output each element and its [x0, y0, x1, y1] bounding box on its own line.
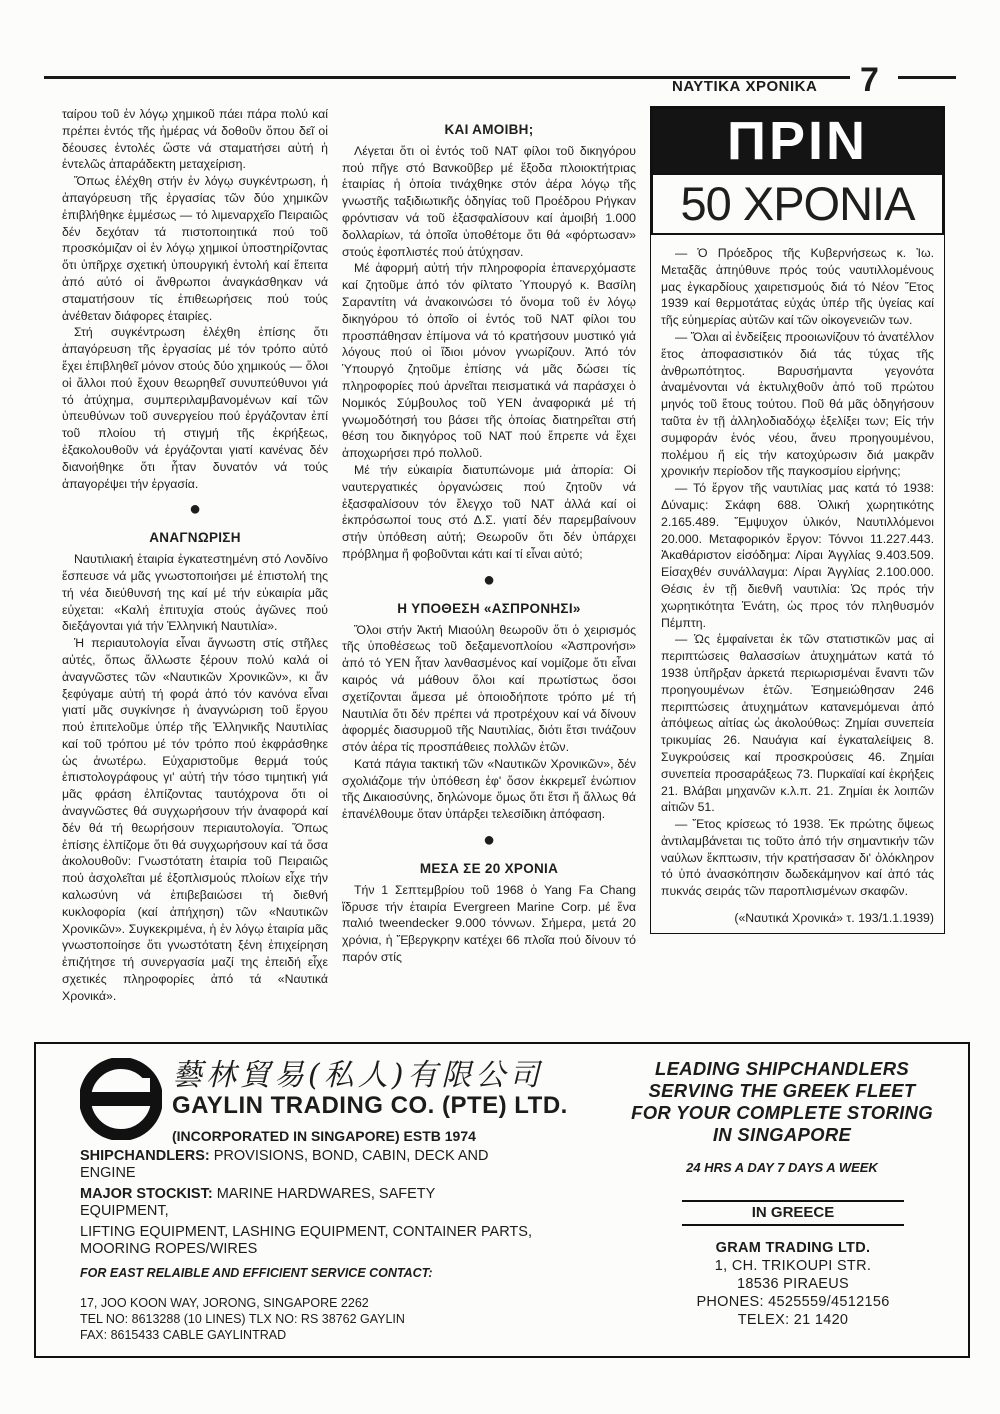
contact-line: FOR EAST RELAIBLE AND EFFICIENT SERVICE CONTACT:: [80, 1266, 433, 1280]
greek-company: GRAM TRADING LTD.: [715, 1240, 871, 1256]
source-citation: («Ναυτικά Χρονικά» τ. 193/1.1.1939): [734, 911, 934, 926]
banner-top: ΠΡΙΝ: [653, 109, 942, 173]
stockist-text-2: LIFTING EQUIPMENT, LASHING EQUIPMENT, CONTAINER PARTS, MOORING ROPES/WIRES: [80, 1224, 532, 1257]
column-2: [342, 122, 636, 966]
paragraph: — Ἔτος κρίσεως τό 1938. Ἐκ πρώτης ὄψεως ἀντιλαμβάνεται τις τοῦτο ἀπό τήν σημαντικήν τῶν ναύλων ἔκπτωσιν, τήν κρατήσασαν δι' ὁλόκληρον τό ὑπό ἀνασκόπησιν δωδεκάμηνον καί ἀπό τάς πυκνάς σειράς τῶν παροπλισμένων σκαφῶν.: [661, 817, 934, 899]
bullet-separator: ●: [188, 498, 202, 521]
slogan-line: LEADING SHIPCHANDLERS: [654, 1058, 909, 1079]
column-1: [62, 106, 328, 1005]
paragraph: Ἡ περιαυτολογία εἶναι ἄγνωστη στίς στῆλες αὐτές, ὅπως ἄλλωστε ξέρουν πολύ καλά οἱ ἀναγνῶστες τῶν «Ναυτικῶν Χρονικῶν», κι ἄν ξεφύγαμε αὐτή τή φορά ἀπό τόν κανόνα εἶναι γιατί μᾶς συγκίνησε ἡ ἀναγνώριση τοῦ ἔργου πού ἐπιτελοῦμε ὑπέρ τῆς Ἑλληνικῆς Ναυτιλίας καί τοῦ τρόπου μέ τόν τρόπο πού ἐκφράσθηκε ὡς ἀνωτέρω. Εὐχαριστοῦμε θερμά τούς ἐπιστολογράφους γι' αὐτή τήν τόσο τιμητική γιά μᾶς φράση ἐλπίζοντας ταυτόχρονα ὅτι οἱ ἀναγνῶστες θά συγχωρήσουν τήν ἀναφορά καί δέν θά τή θεωρήσουν περιαυτολογία. Ὅπως ἐπίσης ἐλπίζομε ὅτι θά συγχωρήσουν καί τά ὅσα ἀκολουθοῦν: Γνωστότατη ἑταιρία τοῦ Πειραιῶς πού ἀσχολεῖται μέ ἐξοπλισμούς πλοίων εἶχε τήν καλωσύνη νά ἐπιβεβαιώσει τή διεθνή κυκλοφορία (καί ἀπήχηση) τῶν «Ναυτικῶν Χρονικῶν». Συγκεκριμένα, ἡ ἐν λόγῳ ἑταιρία μᾶς γνωστοποίησε ὅτι γνωστότατη ξένη ἐπιχείρηση ἐπιζήτησε τή συνεργασία μαζί της ἐπειδή εἶχε σχετικές πληροφορίες ἀπό τά «Ναυτικά Χρονικά».: [62, 636, 328, 1003]
shipchandlers-line: [80, 1148, 520, 1182]
service-hours: 24 HRS A DAY 7 DAYS A WEEK: [686, 1160, 878, 1175]
greek-city: 18536 PIRAEUS: [737, 1276, 849, 1292]
shipchandlers-text: PROVISIONS, BOND, CABIN, DECK AND ENGINE: [80, 1148, 489, 1181]
slogan-line: SERVING THE GREEK FLEET: [648, 1080, 916, 1101]
paragraph: Στή συγκέντρωση ἐλέχθη ἐπίσης ὅτι ἀπαγόρευση τῆς ἐργασίας μέ τόν τρόπο αὐτό ἔχει ἐπιβληθεῖ μόνον στούς δύο χημικούς — ὅλοι οἱ ἄλλοι πού ἔχουν θεωρηθεῖ συνυπεύθυνοι γιά τό ἀτύχημα, συμπεριλαμβανομένων καί τῶν ὑπευθύνων τοῦ συνεργείου πού ἐργάζονταν ἐπί τοῦ πλοίου τή στιγμή τῆς ἐκρήξεως, ἐξακολουθοῦν νά ἐργάζονται γιατί κανένας δέν διανοήθηκε ὅτι ἦταν δυνατόν νά τούς ἀπαγορέψει τήν ἐργασία.: [62, 325, 328, 491]
incorporation-note: (INCORPORATED IN SINGAPORE) ESTB 1974: [172, 1128, 476, 1144]
greek-street: 1, CH. TRIKOUPI STR.: [714, 1258, 872, 1274]
history-box: [650, 106, 945, 934]
in-greece-label: IN GREECE: [682, 1200, 904, 1226]
masthead: ΝΑΥΤΙΚΑ ΧΡΟΝΙΚΑ: [672, 78, 818, 95]
ad-right-panel: [596, 1044, 968, 1356]
section-heading: ΑΝΑΓΝΩΡΙΣΗ: [149, 530, 241, 546]
bullet-separator: ●: [482, 829, 496, 852]
banner-bottom: 50 ΧΡΟΝΙΑ: [653, 173, 942, 233]
paragraph: Ὅπως ἐλέχθη στήν ἐν λόγῳ συγκέντρωση, ἡ ἀπαγόρευση τῆς ἐργασίας τῶν δύο χημικῶν ἐπιβλήθηκε ἐμμέσως — τό λιμεναρχεῖο Πειραιῶς δέν δεχόταν τά πιστοποιητικά πού τοῦ προσκόμιζαν οἱ ἐν λόγῳ χημικοί ὑποστηρίζοντας ὅτι ὑπῆρχε σχετική ὑπουργική ἐντολή καί ἔπειτα ἀπό αὐτό οἱ ἄνθρωποι ἀναγκάσθηκαν νά σταματήσουν τίς ἐπιθεωρήσεις πού τούς ἀνέθεταν διάφορες ἑταιρίες.: [62, 174, 328, 323]
leading-slogan: [596, 1058, 968, 1146]
section-heading: Η ΥΠΟΘΕΣΗ «ΑΣΠΡΟΝΗΣΙ»: [397, 600, 581, 616]
paragraph: Ὅλοι στήν Ἀκτή Μιαούλη θεωροῦν ὅτι ὁ χειρισμός τῆς ὑποθέσεως τοῦ δεξαμενοπλοίου «Ἀσπρονήσι» ἀπό τό ΥΕΝ ἦταν λανθασμένος καί νομίζομε ὅτι εἶναι καιρός νά μάθουν ὅλοι καί πρωτίστως ὅσοι σχετίζονται ἄμεσα μέ ὁποιοδήποτε τρόπο μέ τή Ναυτιλία ὅτι δέν πρέπει νά προτρέχουν καί νά δίνουν ἀφορμές διασυρμοῦ τῆς Ναυτιλίας, διότι ἔτσι τινάζουν στόν ἀέρα τίς προσπάθειες πολλῶν ἐτῶν.: [342, 622, 636, 755]
section-heading: ΜΕΣΑ ΣΕ 20 ΧΡΟΝΙΑ: [419, 861, 559, 877]
chinese-company-name: 藝林貿易(私人)有限公司: [172, 1058, 544, 1093]
stockist-text: MARINE HARDWARES, SAFETY EQUIPMENT,: [80, 1186, 436, 1219]
prin-banner: [651, 107, 944, 235]
paragraph: Τήν 1 Σεπτεμβρίου τοῦ 1968 ὁ Yang Fa Chang ἵδρυσε τήν ἑταιρία Evergreen Marine Corp. μέ ἕνα παλιό tweendecker 9.000 τόννων. Σήμερα, μετά 20 χρόνια, ἡ Ἔβεργκρην κατέχει 66 πλοῖα πού δίνουν τό παρόν στίς: [342, 882, 636, 965]
page-number: 7: [860, 61, 879, 99]
header-rule-right: [898, 76, 956, 79]
slogan-line: IN SINGAPORE: [712, 1124, 852, 1145]
stockist-label: MAJOR STOCKIST:: [80, 1186, 213, 1202]
company-name: GAYLIN TRADING CO. (PTE) LTD.: [172, 1092, 568, 1119]
slogan-line: FOR YOUR COMPLETE STORING: [631, 1102, 933, 1123]
gaylin-logo: [80, 1058, 162, 1145]
paragraph: Μέ τήν εὐκαιρία διατυπώνομε μιά ἀπορία: Οἱ ναυτεργατικές ὀργανώσεις πού ζητοῦν νά ἐξασφαλίσουν τόν ἔλεγχο τοῦ ΝΑΤ ἀλλά καί οἱ ἐκπρόσωποί τους στό Δ.Σ. γιατί δέν παρεμβαίνουν στήν ὑπόθεση αὐτή; Θεωροῦν ὅτι δέν ὑπάρχει πρόβλημα ἤ φοβοῦνται κάτι καί τί εἶναι αὐτό;: [342, 462, 636, 561]
advertisement: [34, 1042, 970, 1358]
paragraph: — Ὅλαι αἱ ἐνδείξεις προοιωνίζουν τό ἀνατέλλον ἔτος ἀποφασιστικόν διά τάς τύχας τῆς ἀνθρωπότητος. Βαρυσήμαντα γεγονότα ἀναμένονται νά ἐκτυλιχθοῦν ἀπό τοῦ πρώτου μηνός τοῦ ἔτους τούτου. Ποῦ θά μᾶς ὁδηγήσουν ταῦτα ἐν τῇ ἀλληλοδιαδόχῳ ἐξελίξει των; Εἰς τήν συμφοράν ἑνός νέου, ἄνευ προηγουμένου, πολέμου ἤ εἰς τήν κατοχύρωσιν διά μακρᾶν χρονικήν περίοδον τῆς παγκοσμίου εἰρήνης;: [661, 329, 934, 479]
address: 17, JOO KOON WAY, JORONG, SINGAPORE 2262: [80, 1296, 369, 1310]
paragraph: Μέ ἀφορμή αὐτή τήν πληροφορία ἐπανερχόμαστε καί ζητοῦμε ἀπό τόν φίλτατο Ὑπουργό κ. Βασίλη Σαραντίτη νά ἀνακοινώσει τό ὄνομα τοῦ ἐν λόγῳ δικηγόρου τό ὁποῖο οἱ ἐντός τοῦ ΝΑΤ φίλοι του προσπάθησαν ἐπίμονα νά τό κρατήσουν μυστικό γιά λόγους πού οἱ ἴδιοι μόνον γνωρίζουν. Ἀπό τόν Ὑπουργό ζητοῦμε ἐπίσης νά μᾶς δώσει τίς πληροφορίες πού ἀρνεῖται πεισματικά νά παράσχει ὁ Νομικός Σύμβουλος τοῦ ΥΕΝ ἀναφορικά μέ τή γνωμοδότησή του βάσει τῆς ὁποίας διατηρεῖται στή θέση του δικηγόρος τοῦ ΝΑΤ πού ἔπρεπε νά ἔχει ἀποχωρήσει πρό πολλοῦ.: [342, 261, 636, 461]
paragraph: Λέγεται ὅτι οἱ ἐντός τοῦ ΝΑΤ φίλοι τοῦ δικηγόρου πού πῆγε στό Βανκοῦβερ μέ ἔξοδα πλοιοκτήτριας ἑταιρίας ἡ ὁποία τινάχθηκε στόν ἀέρα λόγῳ τῆς γνωστῆς ταξιδιωτικῆς ὁδηγίας τοῦ Προέδρου Ρήγκαν φρόντισαν νά τοῦ ἐξασφαλίσουν καί ἀμοιβή 1.000 δολλαρίων, τά ὁποῖα ὑποθέτομε ὅτι θά «φόρτωσαν» στούς ἐφοπλιστές πού ἀτύχησαν.: [342, 143, 636, 259]
shipchandlers-label: SHIPCHANDLERS:: [80, 1148, 210, 1164]
paragraph: — Τό ἔργον τῆς ναυτιλίας μας κατά τό 1938: Δύναμις: Σκάφη 688. Ὁλική χωρητικότης 2.165.489. Ἔμψυχον ὑλικόν, Ναυτιλλόμενοι 20.000. Μεταφορικόν ἔργον: Τόννοι 11.227.443. Ἀκαθάριστον εἰσόδημα: Λίραι Ἀγγλίας 9.403.509. Εἰσαχθέν συνάλλαγμα: Λίραι Ἀγγλίας 2.100.000. Θέσις ἐν τῇ διεθνῆ ναυτιλία: Ὡς πρός τήν χωρητικότητα Ἐνάτη, ὡς προς τόν πληθυσμόν Πέμπτη.: [661, 481, 934, 630]
stockist-line: [80, 1186, 520, 1220]
paragraph: Κατά πάγια τακτική τῶν «Ναυτικῶν Χρονικῶν», δέν σχολιάζομε τήν ὑπόθεση ἐφ' ὅσον ἐκκρεμεῖ ἐνώπιον τῆς Δικαιοσύνης, δηλώνομε ὅμως ὅτι ἔτσι ἤ ἄλλως θά ἐπανέλθουμε ὅταν ὑπάρξει τελεσίδικη ἀπόφαση.: [342, 756, 636, 822]
paragraph: ταίρου τοῦ ἐν λόγῳ χημικοῦ πάει πάρα πολύ καί πρέπει ἐντός τῆς ἡμέρας νά δοθοῦν ὅπου δεῖ οἱ δέουσες ἐντολές ὥστε νά σταματήσει αὐτή ἡ ἐντελῶς ἀπαράδεκτη μεταχείριση.: [62, 107, 328, 172]
section-heading: ΚΑΙ ΑΜΟΙΒΗ;: [444, 122, 534, 137]
telephone: TEL NO: 8613288 (10 LINES) TLX NO: RS 38762 GAYLIN: [80, 1312, 405, 1326]
paragraph: — Ὡς ἐμφαίνεται ἐκ τῶν στατιστικῶν μας αἱ περιπτώσεις θαλασσίων ἀτυχημάτων κατά τό 1938 ὑπῆρξαν ἀρκετά περιωρισμέναι ἔναντι τῶν προηγουμένων ἐτῶν. Ἐσημειώθησαν 246 περιπτώσεις ἀτυχημάτων κατανεμόμεναι ἀπό ἀπόψεως αἰτίας ὡς ἀκολούθως: Ζημίαι συνεπεία τρικυμίας 26. Ναυάγια καί ἐγκαταλείψεις 8. Συγκρούσεις καί προσκρούσεις 46. Ζημίαι συνεπεία προσαράξεως 73. Πυρκαϊαί καί ἐκρήξεις 21. Βλάβαι μηχανῶν κ.λ.π. 21. Ζημίαι ἐκ λοιπῶν αἰτιῶν 51.: [661, 632, 934, 815]
paragraph: — Ὁ Πρόεδρος τῆς Κυβερνήσεως κ. Ἰω. Μεταξᾶς ἀπηύθυνε πρός τούς ναυτιλλομένους μας ἐγκαρδίους χαιρετισμούς διά τό Νέον Ἔτος 1939 καί θερμοτάτας εὐχάς ὑπέρ τῆς ὑγείας καί τῆς εὐημερίας αὐτῶν καί τῶν οἰκογενειῶν των.: [661, 246, 934, 328]
greek-telex: TELEX: 21 1420: [737, 1312, 849, 1328]
greek-phones: PHONES: 4525559/4512156: [696, 1294, 890, 1310]
fax: FAX: 8615433 CABLE GAYLINTRAD: [80, 1328, 287, 1342]
paragraph: Ναυτιλιακή ἑταιρία ἐγκατεστημένη στό Λονδίνο ἔσπευσε νά μᾶς γνωστοποιήσει μέ ἐπιστολή της τή νέα διεύθυνσή της καί μέ τήν εὐκαιρία μᾶς εὐχεται: «Καλή ἐπιτυχία στούς ἀγῶνες πού διεξάγονται γιά τήν Ἑλληνική Ναυτιλία».: [62, 552, 328, 634]
bullet-separator: ●: [482, 568, 496, 591]
column-3: [650, 106, 945, 934]
